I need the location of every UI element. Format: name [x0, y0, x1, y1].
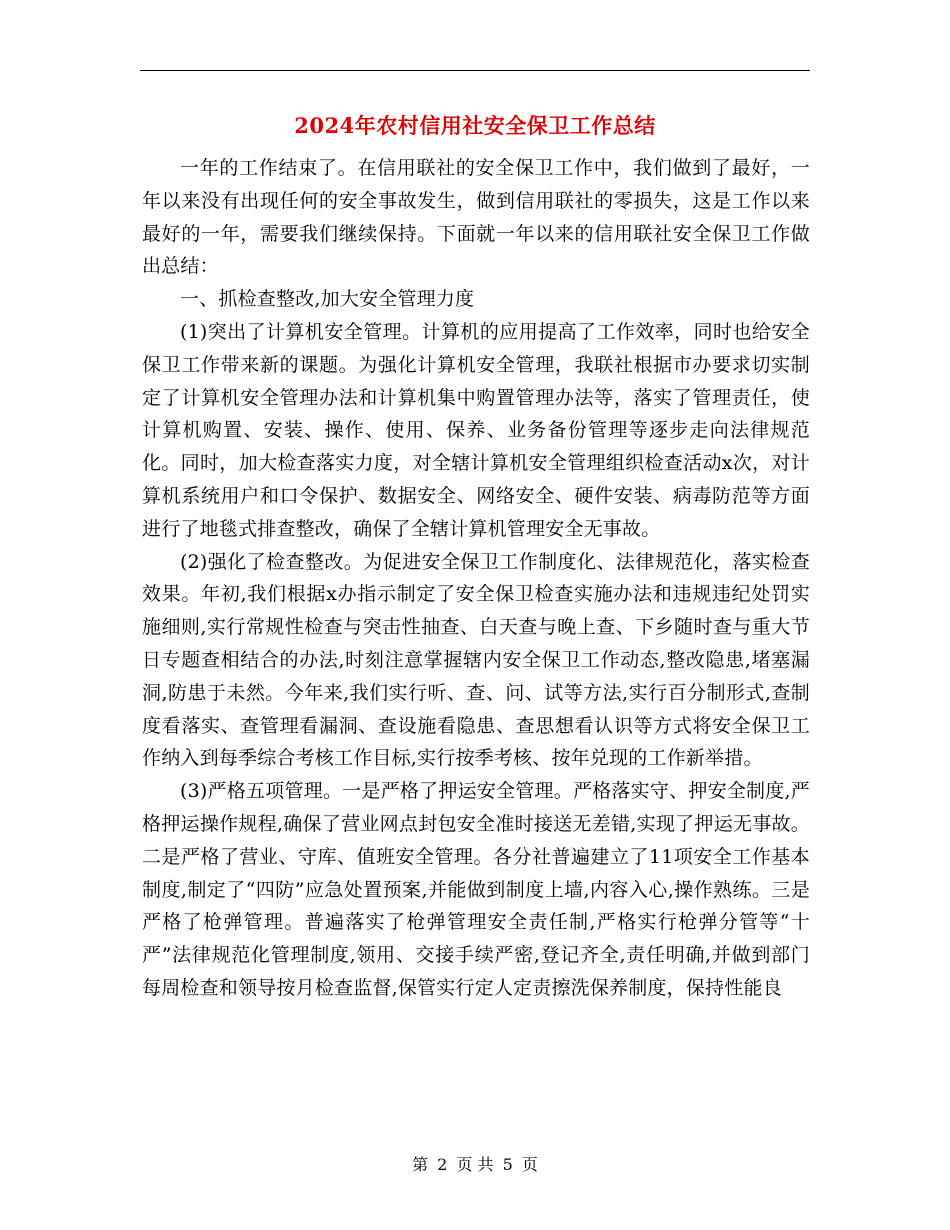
header-rule — [140, 70, 810, 71]
footer-middle: 页 共 — [456, 1155, 494, 1174]
page-footer — [0, 1154, 950, 1176]
footer-prefix: 第 — [412, 1155, 429, 1174]
paragraph-computer-security: (1)突出了计算机安全管理。计算机的应用提高了工作效率，同时也给安全保卫工作带来新的课题。为强化计算机安全管理，我联社根据市办要求切实制定了计算机安全管理办法和计算机集中购置管理办法等，落实了管理责任，使计算机购置、安装、操作、使用、保养、业务备份管理等逐步走向法律规范化。同时，加大检查落实力度，对全辖计算机安全管理组织检查活动x次，对计算机系统用户和口令保护、数据安全、网络安全、硬件安装、病毒防范等方面进行了地毯式排查整改，确保了全辖计算机管理安全无事故。 — [142, 320, 810, 540]
document-body — [142, 152, 810, 1005]
paragraph-inspection-rectification: (2)强化了检查整改。为促进安全保卫工作制度化、法律规范化，落实检查效果。年初,我们根据x办指示制定了安全保卫检查实施办法和违规违纪处罚实施细则,实行常规性检查与突击性抽查、白天查与晚上查、下乡随时查与重大节日专题查相结合的办法,时刻注意掌握辖内安全保卫工作动态,整改隐患,堵塞漏洞,防患于未然。今年来,我们实行听、查、问、试等方法,实行百分制形式,查制度看落实、查管理看漏洞、查设施看隐患、查思想看认识等方式将安全保卫工作纳入到每季综合考核工作目标,实行按季考核、按年兑现的工作新举措。 — [142, 550, 810, 770]
paragraph-five-managements: (3)严格五项管理。一是严格了押运安全管理。严格落实守、押安全制度,严格押运操作规程,确保了营业网点封包安全准时接送无差错,实现了押运无事故。二是严格了营业、守库、值班安全管理。各分社普遍建立了11项安全工作基本制度,制定了“四防”应急处置预案,并能做到制度上墙,内容入心,操作熟练。三是严格了枪弹管理。普遍落实了枪弹管理安全责任制,严格实行枪弹分管等“十严”法律规范化管理制度,领用、交接手续严密,登记齐全,责任明确,并做到部门每周检查和领导按月检查监督,保管实行定人定责擦洗保养制度，保持性能良 — [142, 780, 810, 999]
footer-total-pages: 5 — [502, 1155, 513, 1174]
footer-current-page: 2 — [437, 1155, 448, 1174]
section-heading-1: 一、抓检查整改,加大安全管理力度 — [180, 288, 475, 311]
document-title: 2024年农村信用社安全保卫工作总结 — [294, 113, 656, 138]
footer-suffix: 页 — [521, 1155, 538, 1174]
paragraph-intro: 一年的工作结束了。在信用联社的安全保卫工作中，我们做到了最好，一年以来没有出现任何的安全事故发生，做到信用联社的零损失，这是工作以来最好的一年，需要我们继续保持。下面就一年以来的信用联社安全保卫工作做出总结： — [142, 157, 810, 278]
